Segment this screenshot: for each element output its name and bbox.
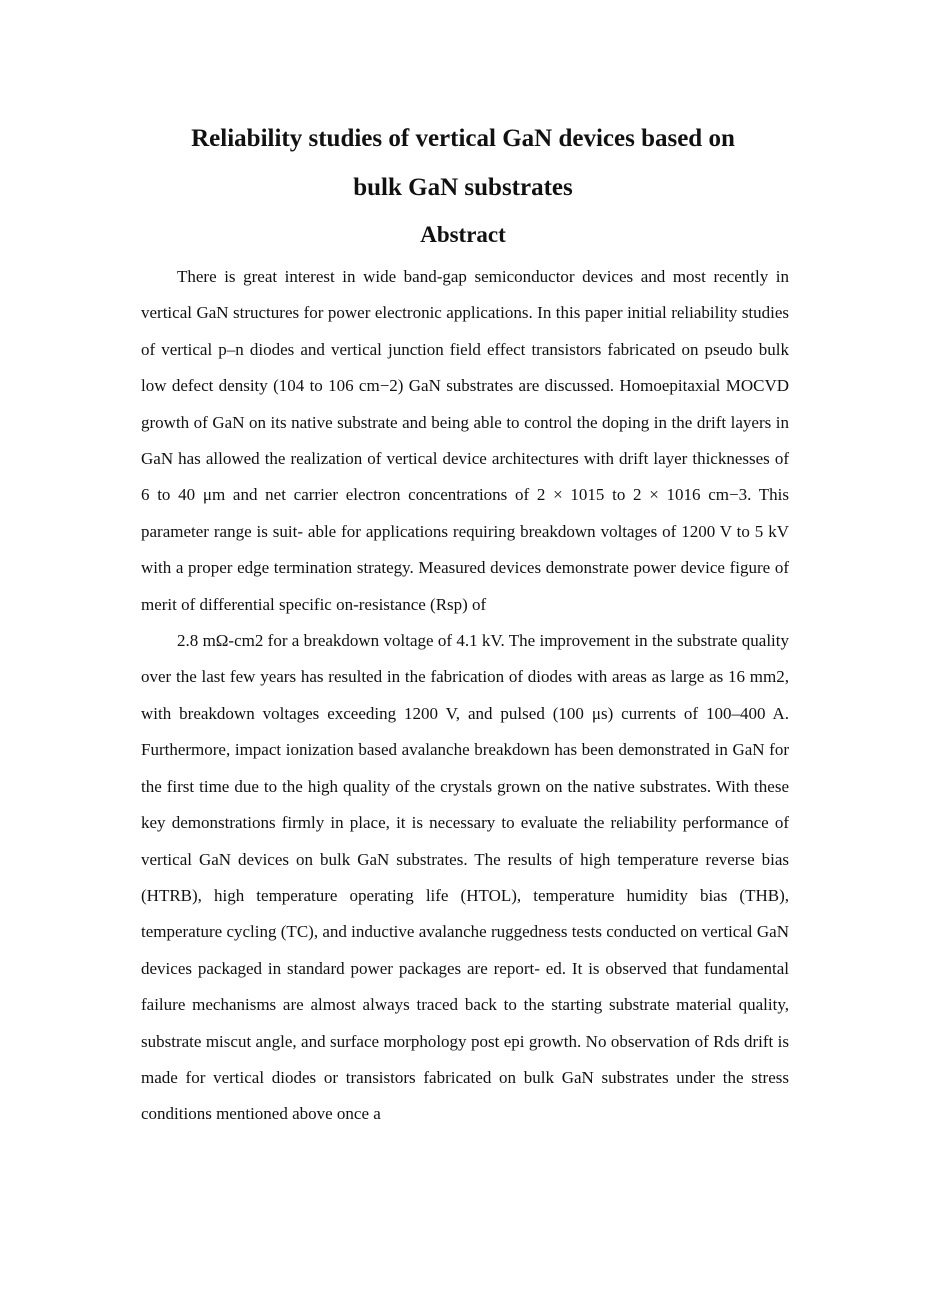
abstract-body — [141, 259, 789, 1133]
paper-title-line-1: Reliability studies of vertical GaN devices based on — [191, 125, 735, 152]
paper-title-line-2: bulk GaN substrates — [353, 174, 573, 201]
abstract-paragraph-2: 2.8 mΩ-cm2 for a breakdown voltage of 4.1 kV. The improvement in the substrate quality over the last few years has resulted in the fabrication of diodes with areas as large as 16 mm2, with breakdown voltages exceeding 1200 V, and pulsed (100 μs) currents of 100–400 A. Furthermore, impact ionization based avalanche breakdown has been demonstrated in GaN for the first time due to the high quality of the crystals grown on the native substrates. With these key demonstrations firmly in place, it is necessary to evaluate the reliability performance of vertical GaN devices on bulk GaN substrates. The results of high temperature reverse bias (HTRB), high temperature operating life (HTOL), temperature humidity bias (THB), temperature cycling (TC), and inductive avalanche ruggedness tests conducted on vertical GaN devices packaged in standard power packages are report- ed. It is observed that fundamental failure mechanisms are almost always traced back to the starting substrate material quality, substrate miscut angle, and surface morphology post epi growth. No observation of Rds drift is made for vertical diodes or transistors fabricated on bulk GaN substrates under the stress conditions mentioned above once a — [141, 631, 789, 1124]
abstract-paragraph-1: There is great interest in wide band-gap semiconductor devices and most recently in vertical GaN structures for power electronic applications. In this paper initial reliability studies of vertical p–n diodes and vertical junction field effect transistors fabricated on pseudo bulk low defect density (104 to 106 cm−2) GaN substrates are discussed. Homoepitaxial MOCVD growth of GaN on its native substrate and being able to control the doping in the drift layers in GaN has allowed the realization of vertical device architectures with drift layer thicknesses of 6 to 40 μm and net carrier electron concentrations of 2 × 1015 to 2 × 1016 cm−3. This parameter range is suit- able for applications requiring breakdown voltages of 1200 V to 5 kV with a proper edge termination strategy. Measured devices demonstrate power device figure of merit of differential specific on-resistance (Rsp) of — [141, 267, 789, 614]
abstract-heading: Abstract — [420, 222, 506, 247]
